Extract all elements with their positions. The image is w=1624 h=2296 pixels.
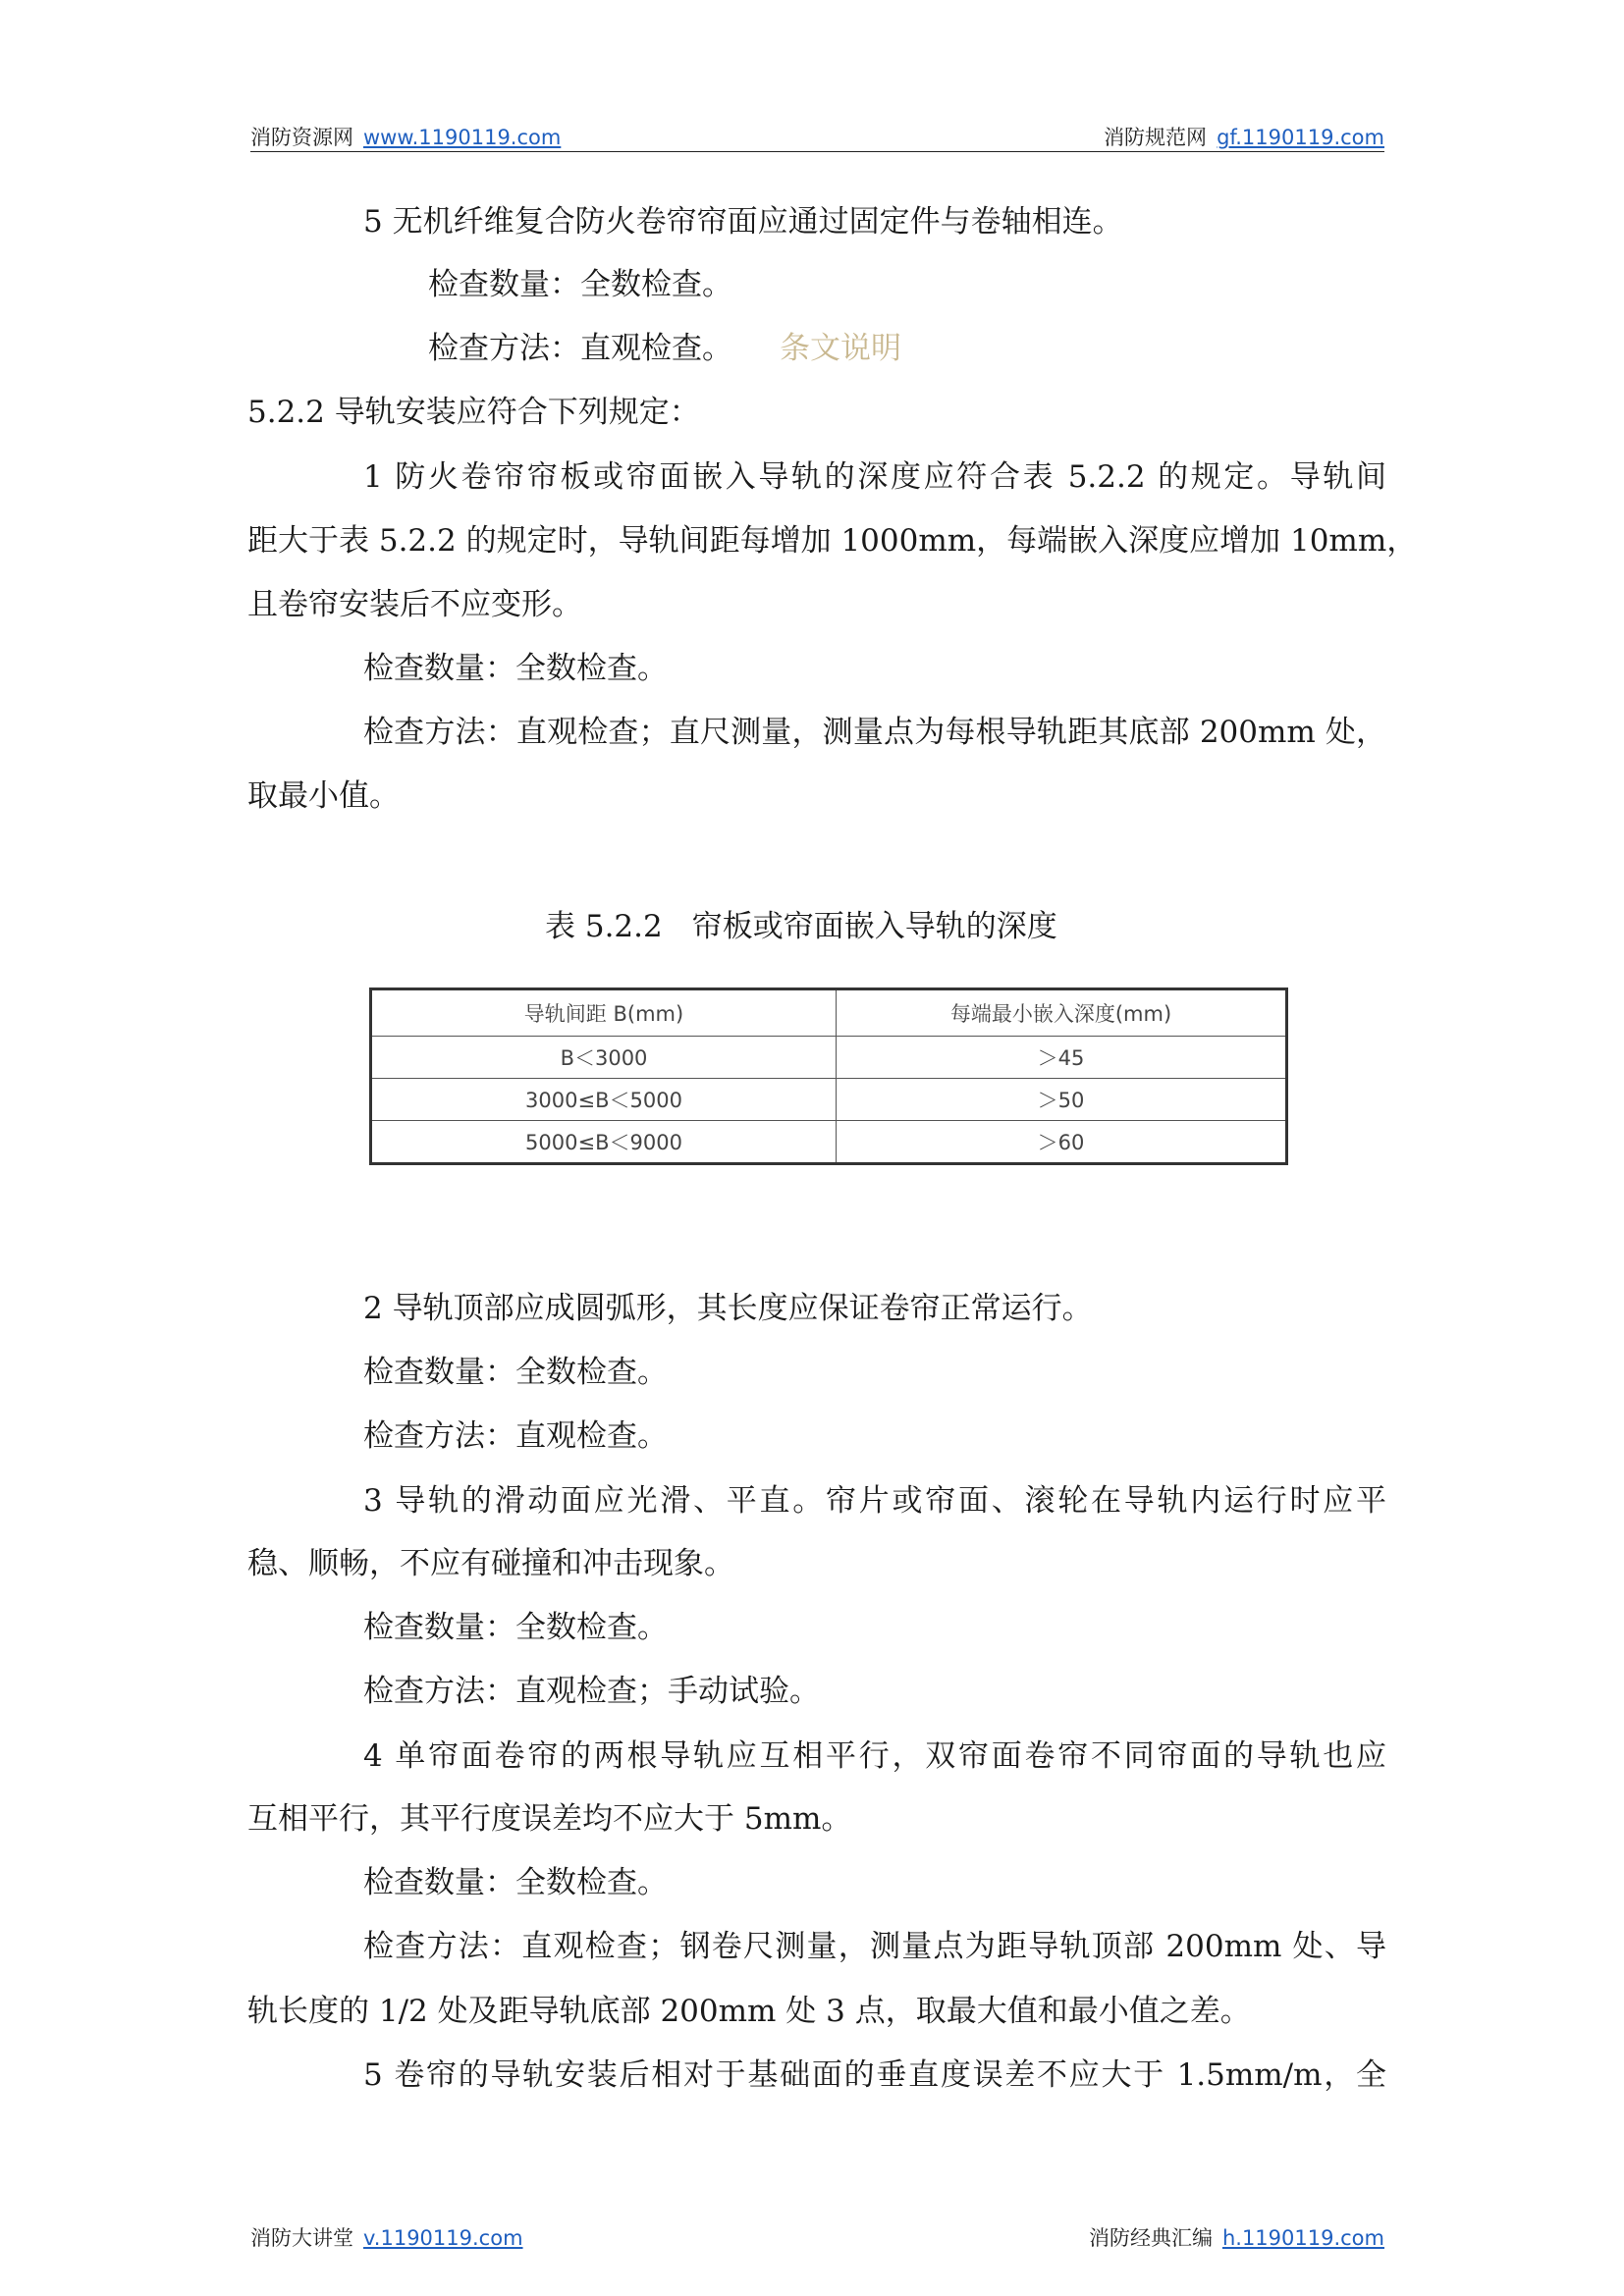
item-3-line-2: 稳、顺畅，不应有碰撞和冲击现象。 — [247, 1546, 734, 1581]
table-header-spacing: 导轨间距 B(mm) — [371, 989, 837, 1037]
table-header-depth: 每端最小嵌入深度(mm) — [837, 989, 1287, 1037]
item-5-method-text: 检查方法：直观检查。 — [428, 331, 732, 366]
footer-left-label: 消防大讲堂 — [250, 2226, 353, 2250]
footer-right — [1089, 2222, 1384, 2252]
item-4-check-quantity: 检查数量：全数检查。 — [363, 1865, 668, 1900]
header-left — [250, 122, 561, 151]
table-row — [371, 1121, 1287, 1164]
table-cell-depth: ＞60 — [837, 1121, 1287, 1164]
table-cell-depth: ＞45 — [837, 1037, 1287, 1079]
header-left-label: 消防资源网 — [250, 126, 353, 149]
item-4-check-method-line-1: 检查方法：直观检查；钢卷尺测量，测量点为距导轨顶部 200mm 处、导 — [363, 1929, 1386, 1964]
item-1-check-quantity: 检查数量：全数检查。 — [363, 651, 668, 686]
table-row — [371, 1079, 1287, 1121]
item-5-text: 5 无机纤维复合防火卷帘帘面应通过固定件与卷轴相连。 — [363, 204, 1123, 240]
header-left-link[interactable]: www.1190119.com — [363, 126, 562, 149]
table-cell-spacing: 5000≤B＜9000 — [371, 1121, 837, 1164]
item-4-line-1: 4 单帘面卷帘的两根导轨应互相平行，双帘面卷帘不同帘面的导轨也应 — [363, 1738, 1386, 1774]
section-5-2-2-heading: 5.2.2 导轨安装应符合下列规定： — [247, 395, 700, 430]
item-1-check-method-line-1: 检查方法：直观检查；直尺测量，测量点为每根导轨距其底部 200mm 处， — [363, 715, 1386, 750]
footer-left-link[interactable]: v.1190119.com — [363, 2226, 523, 2250]
item-1-check-method-line-2: 取最小值。 — [247, 778, 400, 814]
item-5b-line-1: 5 卷帘的导轨安装后相对于基础面的垂直度误差不应大于 1.5mm/m，全 — [363, 2057, 1386, 2093]
table-number: 表 5.2.2 — [545, 909, 663, 944]
item-2-text: 2 导轨顶部应成圆弧形，其长度应保证卷帘正常运行。 — [363, 1291, 1093, 1326]
table-header-row — [371, 989, 1287, 1037]
table-cell-spacing: 3000≤B＜5000 — [371, 1079, 837, 1121]
footer-right-label: 消防经典汇编 — [1088, 2226, 1213, 2250]
page-footer — [250, 2222, 1384, 2252]
page-header — [250, 122, 1384, 152]
table-row — [371, 1037, 1287, 1079]
header-right-link[interactable]: gf.1190119.com — [1217, 126, 1384, 149]
item-3-line-1: 3 导轨的滑动面应光滑、平直。帘片或帘面、滚轮在导轨内运行时应平 — [363, 1483, 1386, 1519]
header-right-label: 消防规范网 — [1104, 126, 1208, 149]
table-cell-spacing: B＜3000 — [371, 1037, 837, 1079]
item-1-line-3: 且卷帘安装后不应变形。 — [247, 587, 582, 622]
embed-depth-table — [369, 988, 1288, 1165]
table-cell-depth: ＞50 — [837, 1079, 1287, 1121]
item-2-check-method: 检查方法：直观检查。 — [363, 1418, 668, 1454]
footer-left — [250, 2222, 523, 2252]
table-caption — [545, 907, 1057, 946]
item-5-check-quantity: 检查数量：全数检查。 — [428, 267, 732, 302]
item-3-check-quantity: 检查数量：全数检查。 — [363, 1610, 668, 1645]
item-4-check-method-line-2: 轨长度的 1/2 处及距导轨底部 200mm 处 3 点，取最大值和最小值之差。 — [247, 1994, 1251, 2029]
header-right — [1104, 122, 1384, 151]
item-2-check-quantity: 检查数量：全数检查。 — [363, 1355, 668, 1390]
item-1-line-2: 距大于表 5.2.2 的规定时，导轨间距每增加 1000mm，每端嵌入深度应增加 10mm， — [247, 523, 1418, 559]
item-5-check-method — [428, 329, 901, 368]
clause-note-link[interactable]: 条文说明 — [780, 331, 901, 366]
footer-right-link[interactable]: h.1190119.com — [1221, 2226, 1384, 2250]
item-4-line-2: 互相平行，其平行度误差均不应大于 5mm。 — [247, 1801, 852, 1837]
table-title: 帘板或帘面嵌入导轨的深度 — [691, 909, 1057, 944]
item-3-check-method: 检查方法：直观检查；手动试验。 — [363, 1674, 820, 1709]
item-1-line-1: 1 防火卷帘帘板或帘面嵌入导轨的深度应符合表 5.2.2 的规定。导轨间 — [363, 459, 1386, 495]
